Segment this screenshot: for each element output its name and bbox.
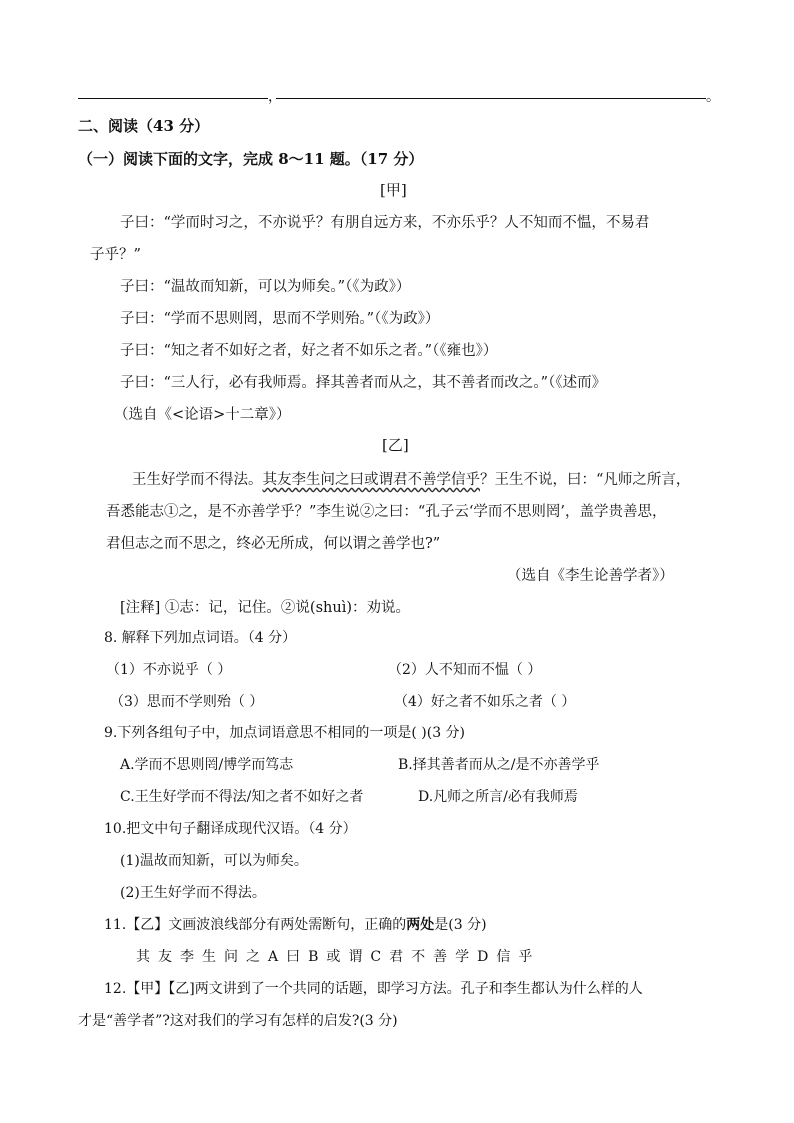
- q12-line-1: 12.【甲】【乙]两文讲到了一个共同的话题，即学习方法。孔子和李生都认为什么样的人: [104, 981, 643, 997]
- text-yi-l1-pre: 王生好学而不得法。: [132, 472, 263, 488]
- answer-line-1: [78, 98, 268, 99]
- q10-item-1: (1)温故而知新，可以为师矣。: [120, 853, 308, 869]
- q9-option-a: A.学而不思则罔/博学而笃志: [120, 757, 294, 773]
- q11-stem-pre: 11.【乙】文画波浪线部分有两处需断句，正确的: [104, 917, 407, 933]
- q11-sequence: 其友李生问之A曰B或谓C君不善学D信乎: [136, 949, 541, 965]
- text-jia-p1b: 子乎？”: [90, 247, 141, 263]
- q8-option-2: （2）人不知而不愠（ ）: [388, 662, 542, 678]
- q11-stem-post: 是(3 分): [434, 917, 487, 933]
- q8-option-3: （3）思而不学则殆（ ）: [110, 694, 264, 710]
- text-yi-l1-post: ？王生不说，曰：“凡师之所言，: [480, 472, 691, 488]
- text-jia-p2: 子曰：“温故而知新，可以为师矣。”（《为政》）: [120, 279, 411, 295]
- q10-stem: 10.把文中句子翻译成现代汉语。（4 分）: [104, 821, 357, 837]
- q11-stem-bold: 两处: [406, 917, 435, 933]
- text-jia-source: （选自《<论语>十二章》）: [114, 407, 291, 423]
- text-yi-label: [乙]: [382, 436, 409, 454]
- text-jia-label: [甲]: [380, 181, 407, 199]
- text-yi-note: [注释] ①志：记，记住。②说(shuì)：劝说。: [120, 600, 410, 616]
- q8-option-4: （4）好之者不如乐之者（ ）: [394, 694, 576, 710]
- subsection-title: （一）阅读下面的文字，完成 8～11 题。（17 分）: [78, 150, 424, 168]
- text-jia-p5: 子曰：“三人行，必有我师焉。择其善者而从之，其不善者而改之。”（《述而》: [120, 375, 607, 391]
- q12-line-2: 才是“善学者”?这对我们的学习有怎样的启发?(3 分): [78, 1013, 398, 1029]
- text-yi-line-2: 吾悉能志①之，是不亦善学乎？”李生说②之曰：“孔子云‘学而不思则罔’，盖学贵善思，: [106, 504, 667, 520]
- text-jia-p3: 子曰：“学而不思则罔，思而不学则殆。”（《为政》）: [120, 311, 440, 327]
- text-yi-source: （选自《李生论善学者》）: [507, 568, 674, 584]
- q11-stem: [104, 914, 487, 934]
- answer-period: 。: [706, 89, 720, 105]
- text-yi-line-3: 君但志之而不思之，终必无所成，何以谓之善学也?”: [106, 536, 441, 552]
- q8-stem: 8. 解释下列加点词语。（4 分）: [104, 630, 297, 646]
- text-jia-p4: 子曰：“知之者不如好之者，好之者不如乐之者。”（《雍也》）: [120, 343, 498, 359]
- text-jia-p1a: 子曰：“学而时习之，不亦说乎？有朋自远方来，不亦乐乎？人不知而不愠，不易君: [120, 215, 650, 231]
- answer-line-2: [276, 98, 706, 99]
- q9-stem: 9.下列各组句子中，加点词语意思不相同的一项是( )(3 分): [104, 725, 466, 741]
- section-title: 二、阅读（43 分）: [78, 117, 210, 135]
- q9-option-d: D.凡师之所言/必有我师焉: [418, 789, 578, 805]
- answer-comma: ，: [268, 89, 282, 105]
- q10-item-2: (2)王生好学而不得法。: [120, 885, 266, 901]
- wavy-underlined-text: 其友李生问之曰或谓君不善学信乎: [262, 472, 480, 488]
- q9-option-c: C.王生好学而不得法/知之者不如好之者: [120, 789, 364, 805]
- text-yi-line-1: [132, 468, 690, 489]
- q9-option-b: B.择其善者而从之/是不亦善学乎: [398, 757, 600, 773]
- q8-option-1: （1）不亦说乎（ ）: [106, 662, 232, 678]
